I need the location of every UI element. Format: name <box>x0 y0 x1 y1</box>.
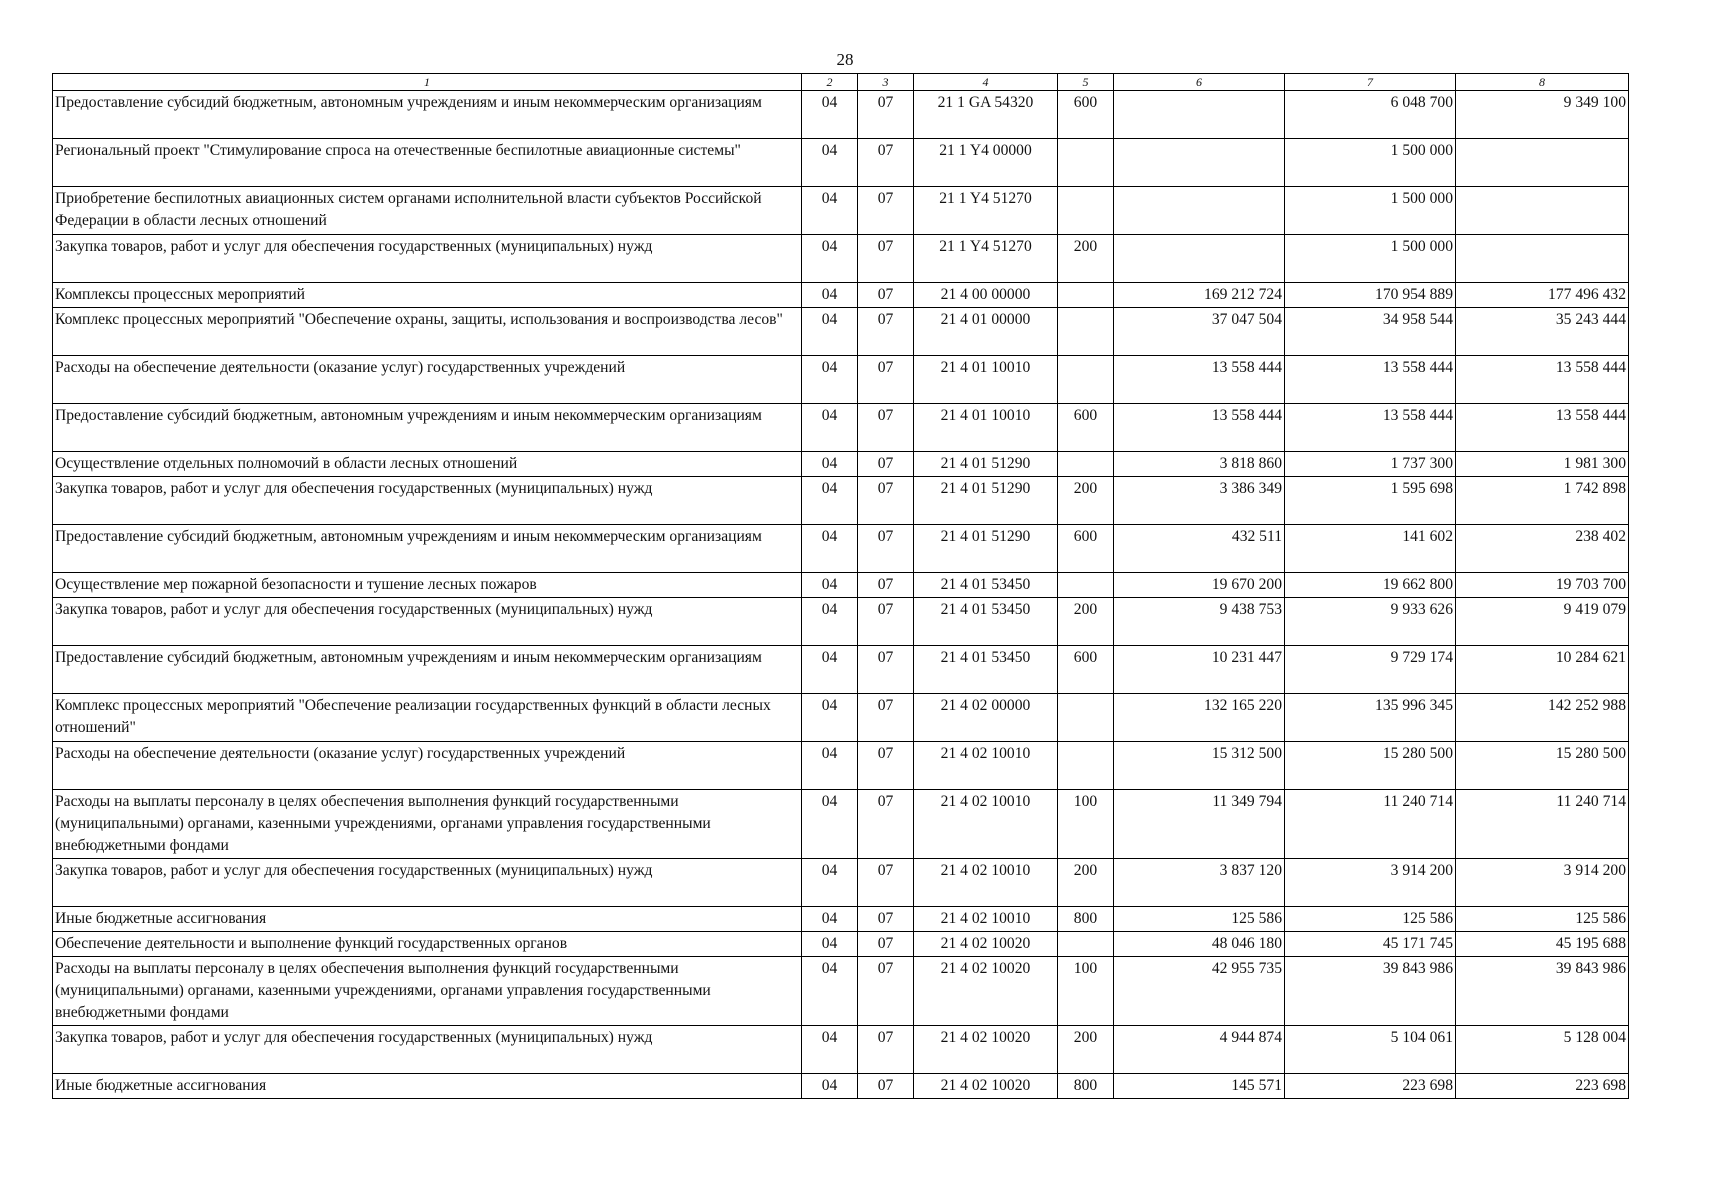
amount-cell: 19 662 800 <box>1285 573 1456 598</box>
amount-cell: 169 212 724 <box>1114 283 1285 308</box>
subsection-cell: 07 <box>858 308 914 356</box>
section-cell: 04 <box>802 1074 858 1099</box>
amount-cell: 9 933 626 <box>1285 598 1456 646</box>
amount-cell: 238 402 <box>1456 525 1629 573</box>
table-row <box>53 235 1629 283</box>
subsection-cell: 07 <box>858 139 914 187</box>
page-number: 28 <box>836 50 854 69</box>
table-row <box>53 790 1629 859</box>
table-row <box>53 477 1629 525</box>
amount-cell: 35 243 444 <box>1456 308 1629 356</box>
section-cell: 04 <box>802 646 858 694</box>
target-article-cell: 21 4 01 51290 <box>914 525 1058 573</box>
expense-type-cell <box>1058 932 1114 957</box>
expense-type-cell: 600 <box>1058 525 1114 573</box>
section-cell: 04 <box>802 694 858 742</box>
subsection-cell: 07 <box>858 452 914 477</box>
expense-type-cell <box>1058 187 1114 235</box>
section-cell: 04 <box>802 742 858 790</box>
target-article-cell: 21 4 02 10020 <box>914 1074 1058 1099</box>
amount-cell: 39 843 986 <box>1285 957 1456 1026</box>
amount-cell <box>1456 139 1629 187</box>
row-name-cell: Предоставление субсидий бюджетным, автономным учреждениям и иным некоммерческим организациям <box>53 91 802 139</box>
amount-cell: 15 280 500 <box>1285 742 1456 790</box>
section-cell: 04 <box>802 308 858 356</box>
row-name-cell: Расходы на обеспечение деятельности (оказание услуг) государственных учреждений <box>53 742 802 790</box>
amount-cell: 15 312 500 <box>1114 742 1285 790</box>
expense-type-cell: 100 <box>1058 790 1114 859</box>
amount-cell: 4 944 874 <box>1114 1026 1285 1074</box>
target-article-cell: 21 4 02 10020 <box>914 957 1058 1026</box>
amount-cell: 10 231 447 <box>1114 646 1285 694</box>
subsection-cell: 07 <box>858 235 914 283</box>
table-row <box>53 404 1629 452</box>
amount-cell: 48 046 180 <box>1114 932 1285 957</box>
amount-cell <box>1456 187 1629 235</box>
column-header: 4 <box>914 74 1058 91</box>
target-article-cell: 21 4 01 10010 <box>914 404 1058 452</box>
section-cell: 04 <box>802 932 858 957</box>
target-article-cell: 21 4 02 10020 <box>914 1026 1058 1074</box>
column-header: 3 <box>858 74 914 91</box>
amount-cell: 125 586 <box>1285 907 1456 932</box>
section-cell: 04 <box>802 404 858 452</box>
amount-cell: 125 586 <box>1456 907 1629 932</box>
expense-type-cell <box>1058 356 1114 404</box>
subsection-cell: 07 <box>858 957 914 1026</box>
amount-cell: 13 558 444 <box>1114 404 1285 452</box>
amount-cell: 142 252 988 <box>1456 694 1629 742</box>
amount-cell: 145 571 <box>1114 1074 1285 1099</box>
row-name-cell: Закупка товаров, работ и услуг для обеспечения государственных (муниципальных) нужд <box>53 477 802 525</box>
target-article-cell: 21 4 01 53450 <box>914 646 1058 694</box>
expense-type-cell: 200 <box>1058 477 1114 525</box>
subsection-cell: 07 <box>858 356 914 404</box>
table-row <box>53 1026 1629 1074</box>
amount-cell: 3 837 120 <box>1114 859 1285 907</box>
amount-cell: 3 818 860 <box>1114 452 1285 477</box>
amount-cell: 132 165 220 <box>1114 694 1285 742</box>
subsection-cell: 07 <box>858 694 914 742</box>
amount-cell: 3 386 349 <box>1114 477 1285 525</box>
expense-type-cell: 600 <box>1058 404 1114 452</box>
amount-cell: 1 742 898 <box>1456 477 1629 525</box>
amount-cell: 223 698 <box>1456 1074 1629 1099</box>
amount-cell: 13 558 444 <box>1285 404 1456 452</box>
amount-cell: 3 914 200 <box>1285 859 1456 907</box>
column-header: 6 <box>1114 74 1285 91</box>
table-row <box>53 859 1629 907</box>
table-row <box>53 598 1629 646</box>
target-article-cell: 21 1 Y4 51270 <box>914 187 1058 235</box>
amount-cell: 9 349 100 <box>1456 91 1629 139</box>
amount-cell: 11 240 714 <box>1285 790 1456 859</box>
target-article-cell: 21 1 Y4 51270 <box>914 235 1058 283</box>
header-row <box>53 74 1629 91</box>
row-name-cell: Расходы на выплаты персоналу в целях обеспечения выполнения функций государственными (муниципальными) органами, казенными учреждениями, органами управления государственными внебюджетными фондами <box>53 957 802 1026</box>
amount-cell: 1 500 000 <box>1285 235 1456 283</box>
subsection-cell: 07 <box>858 573 914 598</box>
table-row <box>53 452 1629 477</box>
row-name-cell: Предоставление субсидий бюджетным, автономным учреждениям и иным некоммерческим организациям <box>53 646 802 694</box>
subsection-cell: 07 <box>858 742 914 790</box>
amount-cell <box>1114 139 1285 187</box>
section-cell: 04 <box>802 573 858 598</box>
amount-cell: 3 914 200 <box>1456 859 1629 907</box>
subsection-cell: 07 <box>858 525 914 573</box>
section-cell: 04 <box>802 859 858 907</box>
amount-cell: 13 558 444 <box>1456 356 1629 404</box>
table-row <box>53 742 1629 790</box>
row-name-cell: Приобретение беспилотных авиационных систем органами исполнительной власти субъектов Российской Федерации в области лесных отношений <box>53 187 802 235</box>
row-name-cell: Закупка товаров, работ и услуг для обеспечения государственных (муниципальных) нужд <box>53 1026 802 1074</box>
expense-type-cell <box>1058 694 1114 742</box>
section-cell: 04 <box>802 187 858 235</box>
amount-cell <box>1456 235 1629 283</box>
amount-cell: 10 284 621 <box>1456 646 1629 694</box>
table-row <box>53 646 1629 694</box>
section-cell: 04 <box>802 477 858 525</box>
section-cell: 04 <box>802 957 858 1026</box>
subsection-cell: 07 <box>858 187 914 235</box>
table-row <box>53 573 1629 598</box>
expense-type-cell: 200 <box>1058 859 1114 907</box>
target-article-cell: 21 4 02 00000 <box>914 694 1058 742</box>
amount-cell: 15 280 500 <box>1456 742 1629 790</box>
amount-cell: 170 954 889 <box>1285 283 1456 308</box>
row-name-cell: Расходы на обеспечение деятельности (оказание услуг) государственных учреждений <box>53 356 802 404</box>
row-name-cell: Осуществление отдельных полномочий в области лесных отношений <box>53 452 802 477</box>
subsection-cell: 07 <box>858 907 914 932</box>
budget-table <box>52 73 1629 1099</box>
amount-cell: 223 698 <box>1285 1074 1456 1099</box>
section-cell: 04 <box>802 598 858 646</box>
target-article-cell: 21 1 Y4 00000 <box>914 139 1058 187</box>
amount-cell: 45 171 745 <box>1285 932 1456 957</box>
row-name-cell: Комплекс процессных мероприятий "Обеспечение реализации государственных функций в области лесных отношений" <box>53 694 802 742</box>
subsection-cell: 07 <box>858 859 914 907</box>
amount-cell: 5 104 061 <box>1285 1026 1456 1074</box>
amount-cell: 39 843 986 <box>1456 957 1629 1026</box>
amount-cell <box>1114 91 1285 139</box>
row-name-cell: Закупка товаров, работ и услуг для обеспечения государственных (муниципальных) нужд <box>53 859 802 907</box>
section-cell: 04 <box>802 1026 858 1074</box>
subsection-cell: 07 <box>858 404 914 452</box>
expense-type-cell: 200 <box>1058 235 1114 283</box>
row-name-cell: Комплексы процессных мероприятий <box>53 283 802 308</box>
subsection-cell: 07 <box>858 1026 914 1074</box>
target-article-cell: 21 4 02 10020 <box>914 932 1058 957</box>
row-name-cell: Расходы на выплаты персоналу в целях обеспечения выполнения функций государственными (муниципальными) органами, казенными учреждениями, органами управления государственными внебюджетными фондами <box>53 790 802 859</box>
amount-cell: 5 128 004 <box>1456 1026 1629 1074</box>
target-article-cell: 21 4 01 00000 <box>914 308 1058 356</box>
row-name-cell: Закупка товаров, работ и услуг для обеспечения государственных (муниципальных) нужд <box>53 598 802 646</box>
section-cell: 04 <box>802 283 858 308</box>
amount-cell: 1 500 000 <box>1285 187 1456 235</box>
table-row <box>53 139 1629 187</box>
table-row <box>53 525 1629 573</box>
subsection-cell: 07 <box>858 646 914 694</box>
amount-cell: 1 500 000 <box>1285 139 1456 187</box>
amount-cell: 13 558 444 <box>1456 404 1629 452</box>
target-article-cell: 21 1 GA 54320 <box>914 91 1058 139</box>
expense-type-cell: 800 <box>1058 1074 1114 1099</box>
row-name-cell: Региональный проект "Стимулирование спроса на отечественные беспилотные авиационные системы" <box>53 139 802 187</box>
amount-cell: 9 729 174 <box>1285 646 1456 694</box>
amount-cell: 13 558 444 <box>1114 356 1285 404</box>
expense-type-cell <box>1058 308 1114 356</box>
section-cell: 04 <box>802 235 858 283</box>
table-row <box>53 957 1629 1026</box>
amount-cell <box>1114 187 1285 235</box>
table-row <box>53 907 1629 932</box>
table-row <box>53 1074 1629 1099</box>
subsection-cell: 07 <box>858 790 914 859</box>
table-row <box>53 283 1629 308</box>
amount-cell: 11 349 794 <box>1114 790 1285 859</box>
amount-cell: 141 602 <box>1285 525 1456 573</box>
expense-type-cell: 200 <box>1058 1026 1114 1074</box>
amount-cell: 37 047 504 <box>1114 308 1285 356</box>
row-name-cell: Иные бюджетные ассигнования <box>53 907 802 932</box>
target-article-cell: 21 4 02 10010 <box>914 790 1058 859</box>
target-article-cell: 21 4 01 51290 <box>914 452 1058 477</box>
table-row <box>53 932 1629 957</box>
amount-cell: 1 737 300 <box>1285 452 1456 477</box>
amount-cell: 13 558 444 <box>1285 356 1456 404</box>
target-article-cell: 21 4 02 10010 <box>914 859 1058 907</box>
subsection-cell: 07 <box>858 91 914 139</box>
expense-type-cell <box>1058 283 1114 308</box>
table-body <box>53 91 1629 1099</box>
amount-cell: 9 419 079 <box>1456 598 1629 646</box>
section-cell: 04 <box>802 790 858 859</box>
expense-type-cell <box>1058 452 1114 477</box>
section-cell: 04 <box>802 139 858 187</box>
expense-type-cell: 200 <box>1058 598 1114 646</box>
target-article-cell: 21 4 01 10010 <box>914 356 1058 404</box>
table-row <box>53 91 1629 139</box>
amount-cell: 1 595 698 <box>1285 477 1456 525</box>
amount-cell: 6 048 700 <box>1285 91 1456 139</box>
subsection-cell: 07 <box>858 283 914 308</box>
subsection-cell: 07 <box>858 1074 914 1099</box>
expense-type-cell <box>1058 742 1114 790</box>
amount-cell: 19 703 700 <box>1456 573 1629 598</box>
section-cell: 04 <box>802 452 858 477</box>
amount-cell: 432 511 <box>1114 525 1285 573</box>
expense-type-cell: 600 <box>1058 91 1114 139</box>
row-name-cell: Комплекс процессных мероприятий "Обеспечение охраны, защиты, использования и воспроизводства лесов" <box>53 308 802 356</box>
amount-cell: 135 996 345 <box>1285 694 1456 742</box>
target-article-cell: 21 4 02 10010 <box>914 742 1058 790</box>
amount-cell: 125 586 <box>1114 907 1285 932</box>
subsection-cell: 07 <box>858 932 914 957</box>
amount-cell: 9 438 753 <box>1114 598 1285 646</box>
expense-type-cell: 100 <box>1058 957 1114 1026</box>
section-cell: 04 <box>802 356 858 404</box>
amount-cell: 1 981 300 <box>1456 452 1629 477</box>
table-row <box>53 356 1629 404</box>
expense-type-cell: 600 <box>1058 646 1114 694</box>
target-article-cell: 21 4 01 53450 <box>914 573 1058 598</box>
section-cell: 04 <box>802 91 858 139</box>
subsection-cell: 07 <box>858 477 914 525</box>
subsection-cell: 07 <box>858 598 914 646</box>
section-cell: 04 <box>802 907 858 932</box>
table-row <box>53 694 1629 742</box>
amount-cell <box>1114 235 1285 283</box>
expense-type-cell <box>1058 573 1114 598</box>
target-article-cell: 21 4 02 10010 <box>914 907 1058 932</box>
row-name-cell: Обеспечение деятельности и выполнение функций государственных органов <box>53 932 802 957</box>
expense-type-cell: 800 <box>1058 907 1114 932</box>
table-row <box>53 308 1629 356</box>
row-name-cell: Осуществление мер пожарной безопасности и тушение лесных пожаров <box>53 573 802 598</box>
row-name-cell: Предоставление субсидий бюджетным, автономным учреждениям и иным некоммерческим организациям <box>53 525 802 573</box>
column-header: 1 <box>53 74 802 91</box>
target-article-cell: 21 4 01 53450 <box>914 598 1058 646</box>
section-cell: 04 <box>802 525 858 573</box>
amount-cell: 177 496 432 <box>1456 283 1629 308</box>
row-name-cell: Предоставление субсидий бюджетным, автономным учреждениям и иным некоммерческим организациям <box>53 404 802 452</box>
target-article-cell: 21 4 00 00000 <box>914 283 1058 308</box>
amount-cell: 45 195 688 <box>1456 932 1629 957</box>
amount-cell: 19 670 200 <box>1114 573 1285 598</box>
amount-cell: 34 958 544 <box>1285 308 1456 356</box>
target-article-cell: 21 4 01 51290 <box>914 477 1058 525</box>
amount-cell: 11 240 714 <box>1456 790 1629 859</box>
row-name-cell: Иные бюджетные ассигнования <box>53 1074 802 1099</box>
expense-type-cell <box>1058 139 1114 187</box>
amount-cell: 42 955 735 <box>1114 957 1285 1026</box>
column-header: 8 <box>1456 74 1629 91</box>
row-name-cell: Закупка товаров, работ и услуг для обеспечения государственных (муниципальных) нужд <box>53 235 802 283</box>
column-header: 5 <box>1058 74 1114 91</box>
table-row <box>53 187 1629 235</box>
column-header: 2 <box>802 74 858 91</box>
column-header: 7 <box>1285 74 1456 91</box>
